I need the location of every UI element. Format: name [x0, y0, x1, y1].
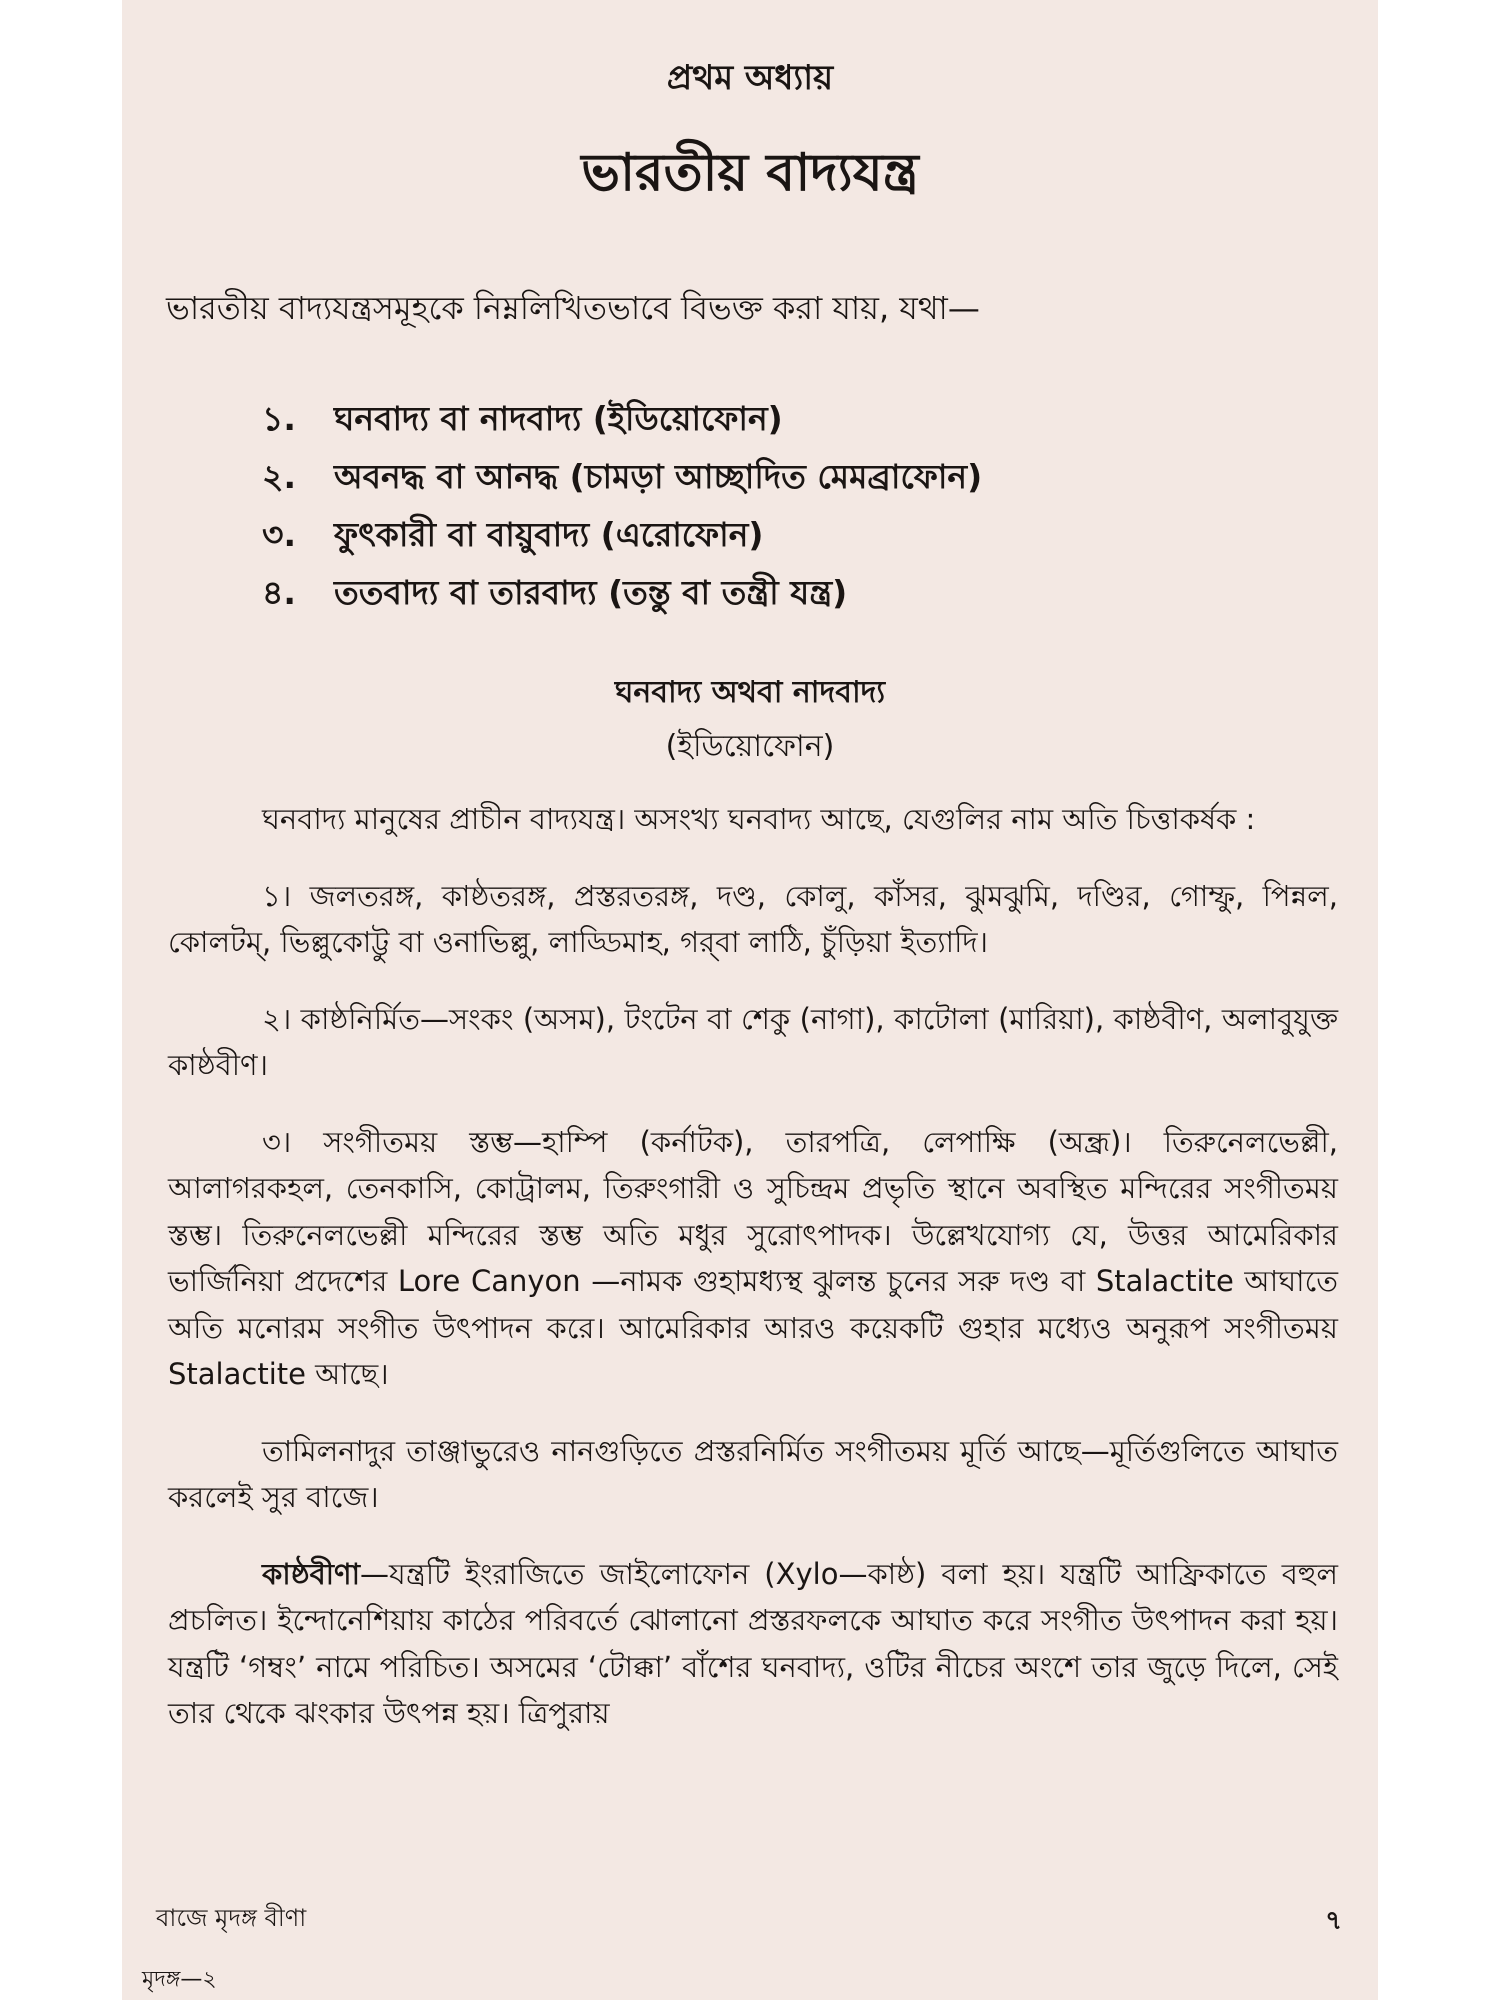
classification-list: [262, 390, 982, 622]
chapter-heading: প্রথম অধ্যায়: [666, 58, 834, 98]
running-footer: বাজে মৃদঙ্গ বীণা: [156, 1904, 307, 1932]
book-page: [122, 0, 1378, 2000]
paragraph: ঘনবাদ্য মানুষের প্রাচীন বাদ্যযন্ত্র। অসংখ্য ঘনবাদ্য আছে, যেগুলির নাম অতি চিত্তাকর্ষক :: [262, 802, 1256, 836]
item-number: ২.: [262, 457, 296, 496]
paragraph: তামিলনাদুর তাঞ্জাভুরেও নানগুড়িতে প্রস্তরনির্মিত সংগীতময় মূর্তি আছে—মূর্তিগুলিতে আঘাত করলেই সুর বাজে।: [168, 1433, 1338, 1514]
section-subtitle: (ইডিয়োফোন): [665, 729, 835, 764]
item-text: ততবাদ্য বা তারবাদ্য (তন্তু বা তন্ত্রী যন্ত্র): [334, 573, 848, 612]
signature-mark: মৃদঙ্গ—২: [142, 1967, 217, 1992]
classification-item: [262, 390, 982, 448]
classification-item: [262, 448, 982, 506]
classification-item: [262, 564, 982, 622]
paragraph-text: —যন্ত্রটি ইংরাজিতে জাইলোফোন (Xylo—কাষ্ঠ) বলা হয়। যন্ত্রটি আফ্রিকাতে বহুল প্রচলিত। ইন্দোনেশিয়ায় কাঠের পরিবর্তে ঝোলানো প্রস্তরফলকে আঘাত করে সংগীত উৎপাদন করা হয়। যন্ত্রটি ‘গম্বং’ নামে পরিচিত। অসমের ‘টোক্কা’ বাঁশের ঘনবাদ্য, ওটির নীচের অংশে তার জুড়ে দিলে, সেই তার থেকে ঝংকার উৎপন্ন হয়। ত্রিপুরায়: [168, 1556, 1338, 1730]
item-text: অবনদ্ধ বা আনদ্ধ (চামড়া আচ্ছাদিত মেমব্রাফোন): [334, 457, 983, 496]
item-text: ঘনবাদ্য বা নাদবাদ্য (ইডিয়োফোন): [334, 399, 783, 438]
page-number: ৭: [1325, 1906, 1342, 1936]
paragraph: [168, 1551, 1338, 1737]
term-kashthabina: কাষ্ঠবীণা: [262, 1556, 360, 1591]
intro-sentence: ভারতীয় বাদ্যযন্ত্রসমূহকে নিম্নলিখিতভাবে বিভক্ত করা যায়, যথা—: [166, 289, 980, 327]
body-text: [168, 796, 1338, 1767]
classification-item: [262, 506, 982, 564]
item-number: ৪.: [262, 573, 296, 612]
paragraph: ৩। সংগীতময় স্তম্ভ—হাম্পি (কর্নাটক), তারপত্রি, লেপাক্ষি (অন্ধ্র)। তিরুনেলভেল্লী, আলাগরকহল, তেনকাসি, কোট্রালম, তিরুংগারী ও সুচিন্দ্রম প্রভৃতি স্থানে অবস্থিত মন্দিরের সংগীতময় স্তম্ভ। তিরুনেলভেল্লী মন্দিরের স্তম্ভ অতি মধুর সুরোৎপাদক। উল্লেখযোগ্য যে, উত্তর আমেরিকার ভার্জিনিয়া প্রদেশের Lore Canyon —নামক গুহামধ্যস্থ ঝুলন্ত চুনের সরু দণ্ড বা Stalactite আঘাতে অতি মনোরম সংগীত উৎপাদন করে। আমেরিকার আরও কয়েকটি গুহার মধ্যেও অনুরূপ সংগীতময় Stalactite আছে।: [168, 1124, 1338, 1391]
item-text: ফুৎকারী বা বায়ুবাদ্য (এরোফোন): [334, 515, 764, 554]
paragraph: ২। কাষ্ঠনির্মিত—সংকং (অসম), টংটেন বা শেকু (নাগা), কাটোলা (মারিয়া), কাষ্ঠবীণ, অলাবুযুক্ত কাষ্ঠবীণ।: [168, 1001, 1338, 1082]
section-title: ঘনবাদ্য অথবা নাদবাদ্য: [614, 675, 886, 710]
paragraph: ১। জলতরঙ্গ, কাষ্ঠতরঙ্গ, প্রস্তরতরঙ্গ, দণ্ড, কোলু, কাঁসর, ঝুমঝুমি, দণ্ডির, গোম্ফু, পিন্নল, কোলটম্, ভিল্লুকোট্টু বা ওনাভিল্লু, লাড্ডিমাহ, গর্‌বা লাঠি, চুঁড়িয়া ইত্যাদি।: [168, 878, 1338, 959]
item-number: ১.: [262, 399, 296, 438]
chapter-title: ভারতীয় বাদ্যযন্ত্র: [581, 143, 919, 203]
item-number: ৩.: [262, 515, 296, 554]
